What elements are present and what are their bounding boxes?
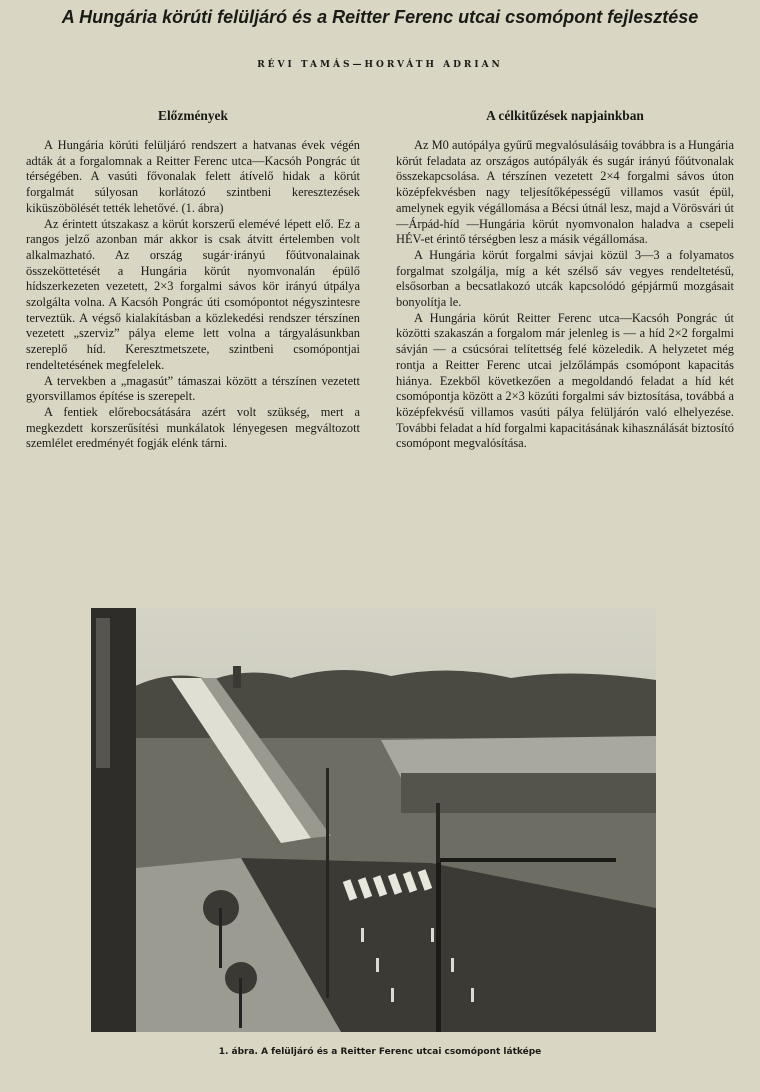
left-column	[26, 108, 360, 452]
article-authors: RÉVI TAMÁS—HORVÁTH ADRIAN	[257, 60, 503, 70]
article-title: A Hungária körúti felüljáró és a Reitter Ferenc utcai csomópont fejlesztése	[61, 7, 699, 27]
paragraph: A Hungária körút forgalmi sávjai közül 3—3 a folyamatos forgalmat szolgálja, míg a két szélső sáv vegyes rendeltetésű, elsősorban a becsatlakozó utcák kapcsolódó gépjármű mozgásait bonyolítja le.	[396, 247, 734, 310]
section-heading-elozmenyek: Előzmények	[158, 108, 228, 123]
figure-caption: 1. ábra. A felüljáró és a Reitter Ferenc utcai csomópont látképe	[218, 1047, 542, 1057]
section-heading-celkituzesek: A célkitűzések napjainkban	[486, 108, 644, 123]
paragraph: A tervekben a „magasút” támaszai között a térszínen vezetett gyorsvillamos építése is szerepelt.	[26, 373, 360, 404]
figure-photo	[91, 608, 656, 1032]
paragraph: A fentiek előrebocsátására azért volt szükség, mert a megkezdett korszerűsítési munkálatok lényegesen megváltozott szemlélet eredményét fogják elénk tárni.	[26, 404, 360, 451]
right-column	[396, 108, 734, 452]
paragraph: Az érintett útszakasz a körút korszerű elemévé lépett elő. Ez a rangos jelző azonban már akkor is csak átvitt értelemben volt alkalmazható. Az ország sugár·irányú főútvonalainak összeköttetését a Hungária körút nyomvonalán épülő hídszerkezeten vezetett, 2×3 forgalmi sávos kör irányú útpálya szolgálta volna. A Kacsóh Pongrác úti csomópontot négyszintesre terveztük. A végső kialakításban a közlekedési rendszer térszínen vezetett „szerviz” pálya eleme lett volna a tárgyalásunkban szereplő híd. Keresztmetszete, szintbeni csomópontjai rendeltetésének megfelelek.	[26, 216, 360, 372]
paragraph: A Hungária körút Reitter Ferenc utca—Kacsóh Pongrác út közötti szakaszán a forgalom már jelenleg is — a híd 2×2 forgalmi sávján — a csúcsórai telítettség felé közeledik. A helyzetet még rontja a Reitter Ferenc utcai jelzőlámpás csomópont kapacitás hiánya. Ezekből következően a megoldandó feladat a híd két csomópontja között a 2×3 közúti forgalmi sáv biztosítása, továbbá a középfekvésű villamos vasúti pálya felüljárón való elhelyezése. További feladat a híd forgalmi kapacitásának kihasználását biztosító csomópont megvalósítása.	[396, 310, 734, 451]
paragraph: A Hungária körúti felüljáró rendszert a hatvanas évek végén adták át a forgalomnak a Reitter Ferenc utca—Kacsóh Pongrác út térségében. A vasúti fővonalak felett átívelő hidak a körút forgalmát súlyosan korlátozó szintbeni keresztezések kiküszöbölését tették lehetővé. (1. ábra)	[26, 138, 360, 215]
paragraph: Az M0 autópálya gyűrű megvalósulásáig továbbra is a Hungária körút feladata az országos autópályák és sugár irányú főútvonalak összekapcsolása. A térszínen vezetett 2×4 forgalmi sávos úton középfekvésben nagy teljesítőképességű villamos vasút épül, amelynek egyik végállomása a Bécsi útnál lesz, majd a Vörösvári út—Árpád-híd —Hungária körút nyomvonalon haladva a csepeli HÉV-et érintő térségben lesz a másik végállomása.	[396, 138, 735, 247]
overpass-photo-illustration	[91, 608, 656, 1032]
